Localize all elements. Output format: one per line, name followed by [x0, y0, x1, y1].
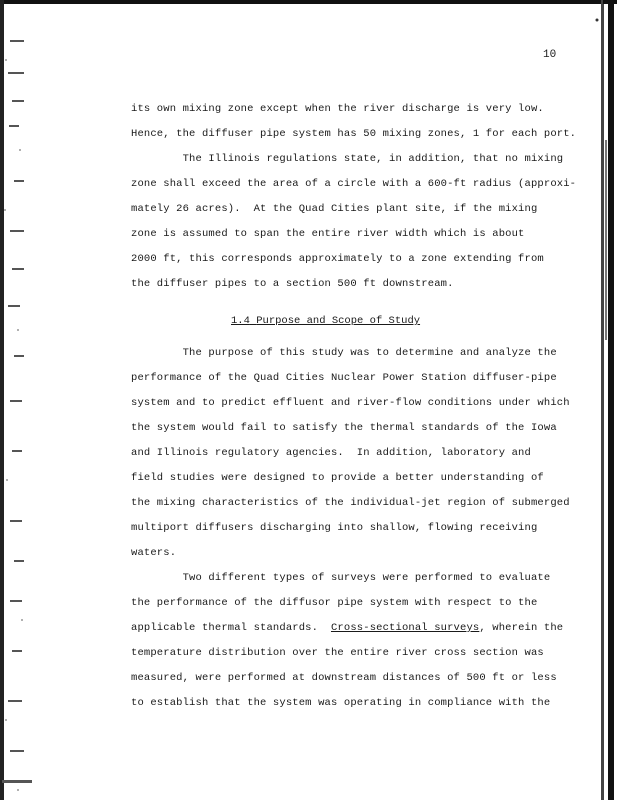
underlined-term: Cross-sectional surveys [330, 622, 480, 634]
scan-left-edge-noise [0, 0, 38, 800]
paragraph-line: its own mixing zone except when the river discharge is very low. [131, 103, 544, 115]
paragraph-line: measured, were performed at downstream distances of 500 ft or less [131, 672, 557, 684]
paragraph-line: temperature distribution over the entire river cross section was [131, 647, 544, 659]
paragraph-line: 2000 ft, this corresponds approximately to a zone extending from [131, 253, 544, 265]
paragraph-line: zone is assumed to span the entire river width which is about [131, 228, 525, 240]
paragraph-line: field studies were designed to provide a better understanding of [131, 472, 544, 484]
paragraph-line: Two different types of surveys were performed to evaluate [131, 572, 551, 584]
section-number: 1.4 [231, 315, 250, 327]
section-heading [231, 315, 420, 327]
paragraph-line: the performance of the diffusor pipe system with respect to the [131, 597, 538, 609]
paragraph-line: Hence, the diffuser pipe system has 50 mixing zones, 1 for each port. [131, 128, 577, 140]
page-number: 10 [543, 49, 557, 61]
paragraph-line: the diffuser pipes to a section 500 ft downstream. [131, 278, 454, 290]
section-title: Purpose and Scope of Study [256, 315, 421, 327]
paragraph-line: system and to predict effluent and river-flow conditions under which [131, 397, 570, 409]
paragraph-line: The Illinois regulations state, in addition, that no mixing [131, 153, 564, 165]
paragraph-line: the mixing characteristics of the individual-jet region of submerged [131, 497, 570, 509]
paragraph-line [131, 622, 564, 634]
line-text: , wherein the [479, 622, 564, 634]
paragraph-line: the system would fail to satisfy the thermal standards of the Iowa [131, 422, 557, 434]
line-text: applicable thermal standards. [131, 622, 331, 634]
paragraph-line: The purpose of this study was to determine and analyze the [131, 347, 557, 359]
paragraph-line: multiport diffusers discharging into shallow, flowing receiving [131, 522, 538, 534]
paragraph-line: to establish that the system was operating in compliance with the [131, 697, 551, 709]
scan-top-edge [0, 0, 617, 4]
paragraph-line: waters. [131, 547, 177, 559]
paragraph-line: and Illinois regulatory agencies. In addition, laboratory and [131, 447, 531, 459]
paragraph-line: mately 26 acres). At the Quad Cities plant site, if the mixing [131, 203, 538, 215]
paragraph-line: performance of the Quad Cities Nuclear Power Station diffuser-pipe [131, 372, 557, 384]
paragraph-line: zone shall exceed the area of a circle with a 600-ft radius (approxi- [131, 178, 577, 190]
